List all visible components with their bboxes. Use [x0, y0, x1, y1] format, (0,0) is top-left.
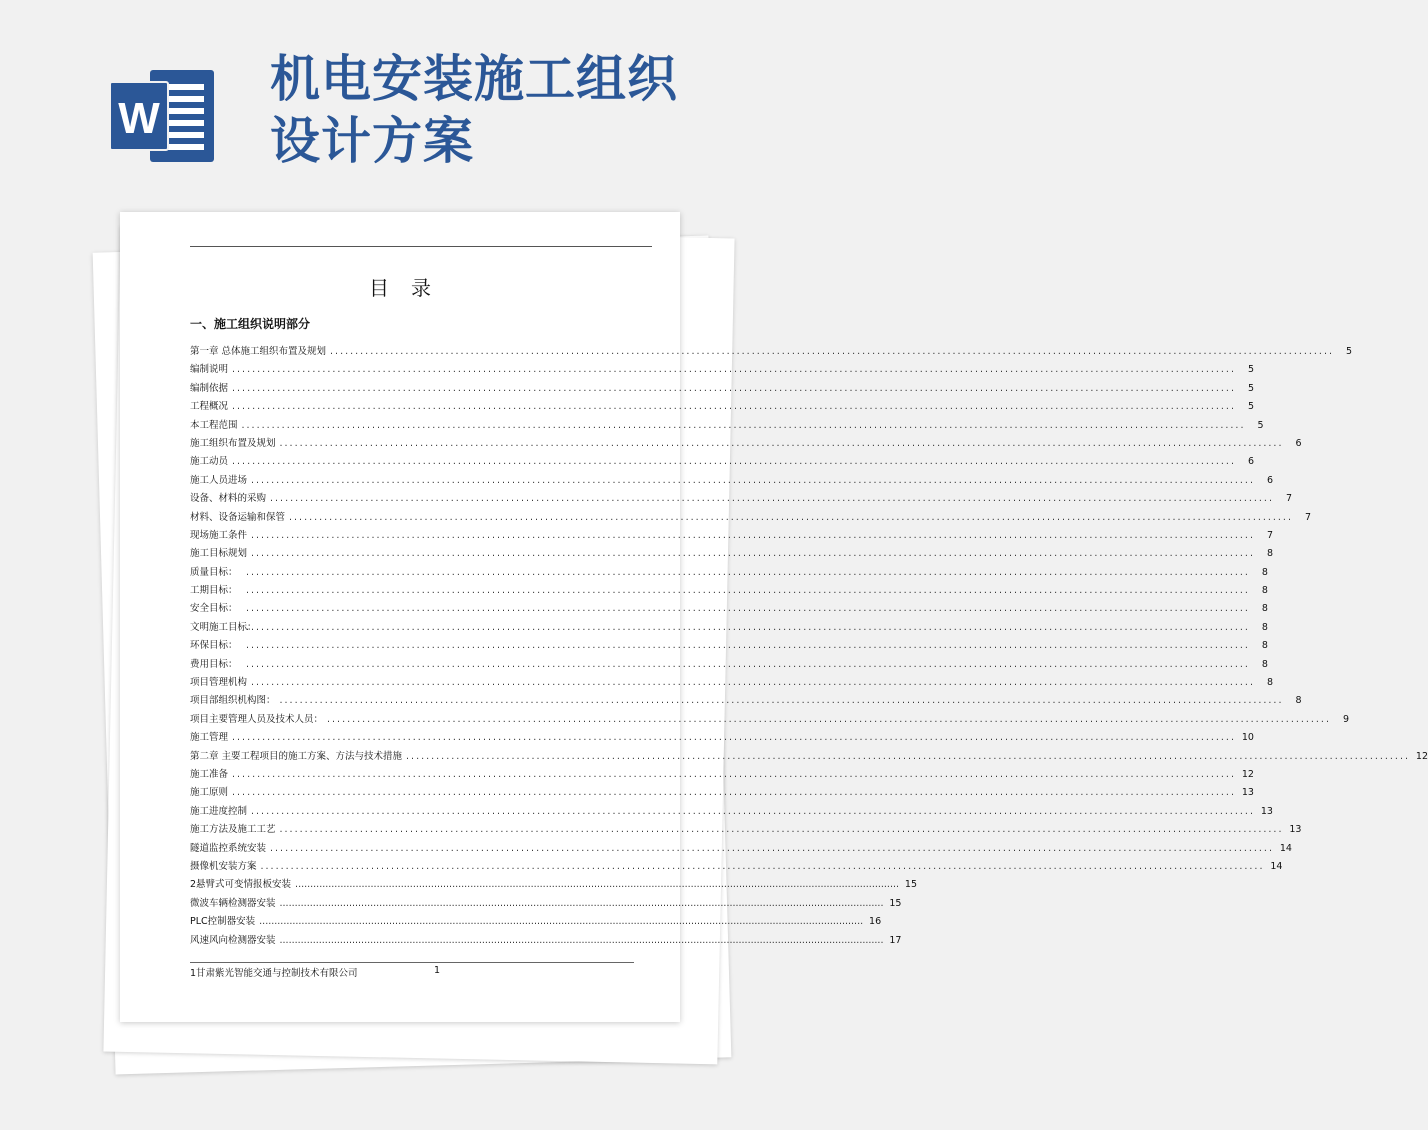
toc-title: 目录: [369, 276, 453, 300]
toc-dot-leader: ........................................................................................................................................................................................................: [232, 768, 1236, 780]
toc-entry: [190, 784, 1254, 802]
toc-dot-leader: ........................................................................................................................................................................................................: [232, 364, 1236, 376]
toc-dot-leader: ........................................................................................................................................................................................................: [232, 401, 1236, 413]
toc-entry-page: 8: [1266, 677, 1273, 689]
toc-entry: [190, 876, 918, 894]
toc-entry-text: 质量目标：: [190, 566, 238, 578]
toc-entry-text: 第二章 主要工程项目的施工方案、方法与技术措施: [190, 750, 403, 762]
toc-dot-leader: ........................................................................................................................................................................................................: [251, 548, 1255, 560]
footer-company: 1甘肃紫光智能交通与控制技术有限公司: [190, 968, 358, 979]
toc-entry-text: 设备、材料的采购: [190, 493, 267, 505]
header-rule: [190, 246, 652, 247]
toc-dot-leader: ........................................................................................................................................................................................................: [251, 677, 1255, 689]
toc-dot-leader: ........................................................................................................................................................................................................: [259, 916, 864, 928]
toc-dot-leader: ........................................................................................................................................................................................................: [246, 621, 1250, 633]
toc-entry: [190, 803, 1273, 821]
toc-entry-page: 12: [1241, 768, 1254, 780]
word-icon-letter: W: [118, 94, 160, 143]
toc-dot-leader: ........................................................................................................................................................................................................: [246, 566, 1250, 578]
toc-entry-page: 16: [869, 916, 882, 928]
footer-rule: [190, 962, 634, 963]
toc-entry-text: 施工组织布置及规划: [190, 437, 276, 449]
toc-entry-page: 13: [1241, 787, 1254, 799]
toc-entry-page: 7: [1285, 493, 1292, 505]
toc-dot-leader: ........................................................................................................................................................................................................: [251, 529, 1255, 541]
toc-entry: [190, 932, 902, 950]
toc-entry: [190, 343, 1352, 361]
toc-dot-leader: ........................................................................................................................................................................................................: [246, 640, 1250, 652]
toc-entry: [190, 545, 1273, 563]
toc-entry-page: 15: [904, 879, 918, 891]
title-line-1: 机电安装施工组织: [270, 49, 678, 108]
toc-dot-leader: ........................................................................................................................................................................................................: [289, 511, 1293, 523]
toc-entry-text: 施工人员进场: [190, 474, 248, 486]
toc-dot-leader: ........................................................................................................................................................................................................: [232, 456, 1236, 468]
toc-entry-text: 工程概况: [190, 401, 229, 413]
toc-entry: [190, 748, 1428, 766]
toc-entry-page: 5: [1247, 364, 1254, 376]
toc-entry-text: 编制依据: [190, 382, 229, 394]
toc-entry: [190, 637, 1268, 655]
toc-entry: [190, 490, 1292, 508]
toc-entry-text: 2悬臂式可变情报板安装: [190, 879, 292, 891]
toc-entry: [190, 398, 1254, 416]
toc-dot-leader: ........................................................................................................................................................................................................: [327, 713, 1331, 725]
toc-dot-leader: ........................................................................................................................................................................................................: [232, 787, 1236, 799]
toc-entry-page: 7: [1266, 529, 1273, 541]
toc-entry-page: 14: [1279, 842, 1292, 854]
toc-entry: [190, 821, 1302, 839]
toc-entry-text: 材料、设备运输和保管: [190, 511, 286, 523]
toc-entry-text: 工期目标：: [190, 585, 238, 597]
toc-entry: [190, 453, 1254, 471]
toc-dot-leader: ........................................................................................................................................................................................................: [406, 750, 1410, 762]
toc-entry-page: 5: [1345, 346, 1352, 357]
toc-entry-text: 隧道监控系统安装: [190, 842, 267, 854]
toc-entry-page: 13: [1260, 805, 1273, 817]
toc-entry: [190, 564, 1268, 582]
table-of-contents: [190, 343, 1428, 950]
toc-entry-text: 摄像机安装方案: [190, 860, 257, 872]
toc-entry: [190, 895, 902, 913]
page-title: [270, 48, 770, 172]
toc-dot-leader: ........................................................................................................................................................................................................: [279, 695, 1284, 707]
toc-dot-leader: ........................................................................................................................................................................................................: [270, 493, 1274, 505]
toc-entry-page: 8: [1261, 566, 1268, 578]
toc-entry-text: 现场施工条件: [190, 529, 248, 541]
toc-dot-leader: ........................................................................................................................................................................................................: [270, 842, 1274, 854]
toc-dot-leader: ........................................................................................................................................................................................................: [246, 585, 1250, 597]
toc-entry-page: 8: [1261, 640, 1268, 652]
toc-dot-leader: ........................................................................................................................................................................................................: [279, 934, 884, 946]
toc-entry: [190, 582, 1268, 600]
toc-entry-page: 6: [1247, 456, 1254, 468]
toc-entry-text: 本工程范围: [190, 419, 238, 431]
footer-page-number: 1: [434, 965, 441, 976]
toc-entry-page: 14: [1270, 860, 1283, 872]
toc-entry: [190, 361, 1254, 379]
toc-entry-text: 第一章 总体施工组织布置及规划: [190, 346, 327, 357]
toc-entry: [190, 600, 1268, 618]
toc-entry-text: 施工目标规划: [190, 548, 248, 560]
toc-entry: [190, 472, 1273, 490]
toc-entry-page: 9: [1342, 713, 1349, 725]
toc-entry: [190, 435, 1302, 453]
toc-entry: [190, 380, 1254, 398]
toc-entry-page: 17: [889, 934, 902, 946]
toc-entry-text: 文明施工目标：: [190, 621, 257, 633]
toc-entry-text: 施工方法及施工工艺: [190, 824, 276, 836]
toc-entry-text: 施工管理: [190, 732, 229, 744]
toc-entry-text: 项目部组织机构图：: [190, 695, 276, 707]
toc-entry-text: 微波车辆检测器安装: [190, 897, 276, 909]
toc-dot-leader: ........................................................................................................................................................................................................: [246, 603, 1250, 615]
toc-entry-text: 环保目标：: [190, 640, 238, 652]
title-line-2: 设计方案: [270, 111, 474, 170]
toc-entry-page: 8: [1261, 603, 1268, 615]
toc-entry: [190, 417, 1264, 435]
page-footer: [190, 965, 441, 979]
toc-entry: [190, 509, 1311, 527]
toc-entry-page: 8: [1261, 621, 1268, 633]
toc-entry-text: 风速风向检测器安装: [190, 934, 276, 946]
toc-dot-leader: ........................................................................................................................................................................................................: [251, 474, 1255, 486]
toc-dot-leader: ........................................................................................................................................................................................................: [232, 382, 1236, 394]
toc-dot-leader: ........................................................................................................................................................................................................: [260, 860, 1265, 872]
toc-entry-page: 10: [1241, 732, 1254, 744]
toc-entry-page: 6: [1266, 474, 1273, 486]
toc-entry: [190, 711, 1349, 729]
word-document-icon: [106, 66, 218, 166]
toc-entry: [190, 913, 882, 931]
toc-entry-page: 12: [1415, 750, 1428, 762]
toc-entry-text: 施工原则: [190, 787, 229, 799]
toc-entry-text: 施工准备: [190, 768, 229, 780]
toc-entry: [190, 692, 1302, 710]
toc-entry: [190, 527, 1273, 545]
toc-entry-page: 5: [1257, 419, 1264, 431]
section-heading: 一、施工组织说明部分: [190, 317, 311, 331]
toc-entry-text: 施工进度控制: [190, 805, 248, 817]
toc-entry-page: 8: [1295, 695, 1302, 707]
toc-entry-page: 15: [889, 897, 902, 909]
toc-entry: [190, 619, 1268, 637]
toc-dot-leader: ........................................................................................................................................................................................................: [232, 732, 1236, 744]
toc-dot-leader: ........................................................................................................................................................................................................: [279, 897, 884, 909]
toc-entry-text: 施工动员: [190, 456, 229, 468]
toc-entry-text: 安全目标：: [190, 603, 238, 615]
toc-entry-text: 费用目标：: [190, 658, 238, 670]
toc-entry: [190, 858, 1283, 876]
toc-entry-page: 5: [1247, 401, 1254, 413]
toc-dot-leader: ........................................................................................................................................................................................................: [330, 346, 1334, 357]
toc-dot-leader: ........................................................................................................................................................................................................: [241, 419, 1246, 431]
toc-entry-page: 7: [1304, 511, 1311, 523]
toc-entry: [190, 840, 1292, 858]
toc-entry: [190, 729, 1254, 747]
toc-dot-leader: ........................................................................................................................................................................................................: [279, 824, 1284, 836]
toc-dot-leader: ........................................................................................................................................................................................................: [295, 879, 900, 891]
document-page: [120, 212, 1428, 1022]
toc-dot-leader: ........................................................................................................................................................................................................: [251, 805, 1255, 817]
toc-entry-text: PLC控制器安装: [190, 916, 256, 928]
toc-entry-text: 编制说明: [190, 364, 229, 376]
toc-entry-page: 8: [1261, 585, 1268, 597]
toc-entry-text: 项目管理机构: [190, 677, 248, 689]
toc-entry-page: 6: [1295, 437, 1302, 449]
toc-entry-page: 8: [1261, 658, 1268, 670]
toc-entry-page: 13: [1289, 824, 1302, 836]
toc-entry-page: 5: [1247, 382, 1254, 394]
toc-entry-text: 项目主要管理人员及技术人员：: [190, 713, 324, 725]
toc-entry: [190, 674, 1273, 692]
toc-entry: [190, 656, 1268, 674]
toc-dot-leader: ........................................................................................................................................................................................................: [279, 437, 1284, 449]
toc-dot-leader: ........................................................................................................................................................................................................: [246, 658, 1250, 670]
toc-entry-page: 8: [1266, 548, 1273, 560]
toc-entry: [190, 766, 1254, 784]
